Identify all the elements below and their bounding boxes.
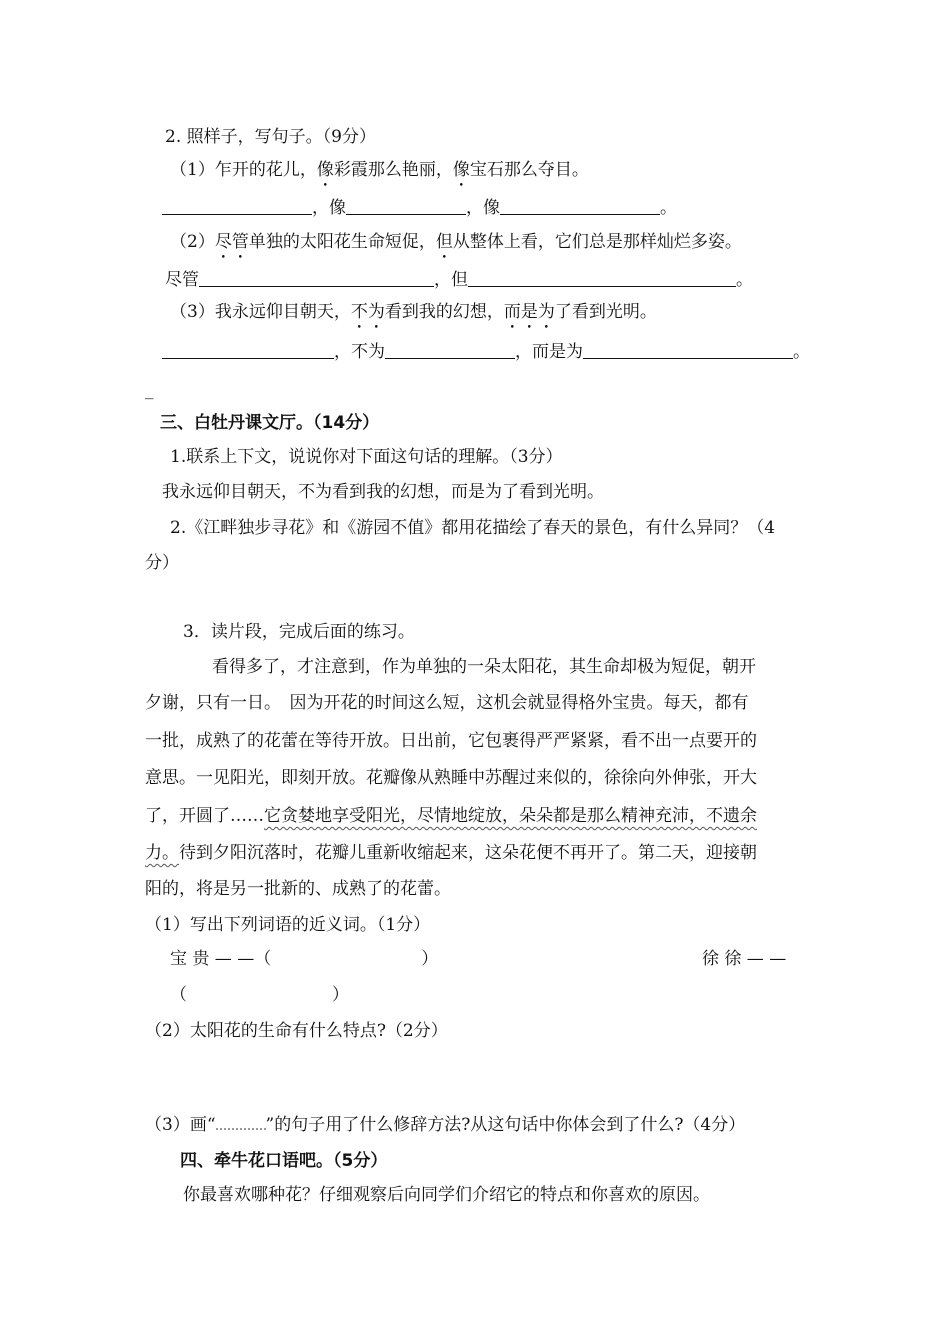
- section-4-title: 四、牵牛花口语吧。（5分）: [180, 1151, 388, 1171]
- q2-fill-1: ，像 ，像 。: [162, 198, 677, 218]
- s3-q1-quote: 我永远仰目朝天，不为看到我的幻想，而是为了看到光明。: [162, 482, 604, 502]
- passage-line-3: 一批，成熟了的花蕾在等待开放。日出前，它包裹得严严紧紧，看不出一点要开的: [145, 731, 757, 751]
- synonym-1: 宝 贵 — —（ ）: [170, 949, 439, 969]
- section-3-title: 三、白牡丹课文厅。（14分）: [160, 413, 380, 433]
- synonym-2-answer: （ ）: [170, 985, 349, 1005]
- sub-question-1: （1）写出下列词语的近义词。（1分）: [145, 915, 431, 935]
- answer-blank[interactable]: [468, 270, 736, 287]
- passage-line-1: 看得多了，才注意到，作为单独的一朵太阳花，其生命却极为短促，朝开: [212, 657, 756, 677]
- s3-q2-line2: 分）: [145, 553, 179, 573]
- passage-line-7: 阳的，将是另一批新的、成熟了的花蕾。: [145, 879, 451, 899]
- q2-title: 2. 照样子，写句子。（9分）: [165, 127, 376, 147]
- s3-q1: 1.联系上下文，说说你对下面这句话的理解。（3分）: [170, 447, 563, 467]
- wavy-line-sample: [216, 1118, 266, 1130]
- q2-sample-3: （3）我永远仰目朝天，不为看到我的幻想，而是为了看到光明。: [170, 302, 657, 322]
- s3-q2-line1: 2.《江畔独步寻花》和《游园不值》都用花描绘了春天的景色，有什么异同？（4: [170, 518, 776, 538]
- answer-blank[interactable]: [385, 342, 515, 359]
- q2-sample-2: （2）尽管单独的太阳花生命短促，但从整体上看，它们总是那样灿烂多姿。: [170, 232, 742, 252]
- sub-question-3: （3）画“ ”的句子用了什么修辞方法?从这句话中你体会到了什么?（4分）: [145, 1115, 746, 1135]
- synonym-2-word: 徐 徐 — —: [702, 949, 787, 969]
- answer-blank[interactable]: [583, 342, 793, 359]
- q2-fill-3: ，不为 ，而是为 。: [162, 342, 810, 362]
- stray-underscore: _: [145, 380, 154, 400]
- s3-q3: 3．读片段，完成后面的练习。: [183, 622, 415, 642]
- passage-line-2: 夕谢，只有一日。 因为开花的时间这么短，这机会就显得格外宝贵。每天，都有: [145, 693, 749, 713]
- answer-blank[interactable]: [162, 342, 334, 359]
- answer-blank[interactable]: [346, 198, 466, 215]
- answer-blank[interactable]: [162, 198, 312, 215]
- answer-blank[interactable]: [199, 270, 434, 287]
- answer-blank[interactable]: [500, 198, 660, 215]
- q2-sample-1: （1）乍开的花儿，像彩霞那么艳丽，像宝石那么夺目。: [170, 160, 589, 180]
- passage-line-5: 了，开圆了……它贪婪地享受阳光，尽情地绽放，朵朵都是那么精神充沛，不遗余: [145, 806, 757, 826]
- passage-line-6: 力。待到夕阳沉落时，花瓣儿重新收缩起来，这朵花便不再开了。第二天，迎接朝: [145, 843, 757, 863]
- q2-fill-2: 尽管 ，但 。: [165, 270, 753, 290]
- passage-line-4: 意思。一见阳光，即刻开放。花瓣像从熟睡中苏醒过来似的，徐徐向外伸张，开大: [145, 768, 757, 788]
- sub-question-2: （2）太阳花的生命有什么特点?（2分）: [145, 1021, 448, 1041]
- section-4-prompt: 你最喜欢哪种花？仔细观察后向同学们介绍它的特点和你喜欢的原因。: [183, 1185, 710, 1205]
